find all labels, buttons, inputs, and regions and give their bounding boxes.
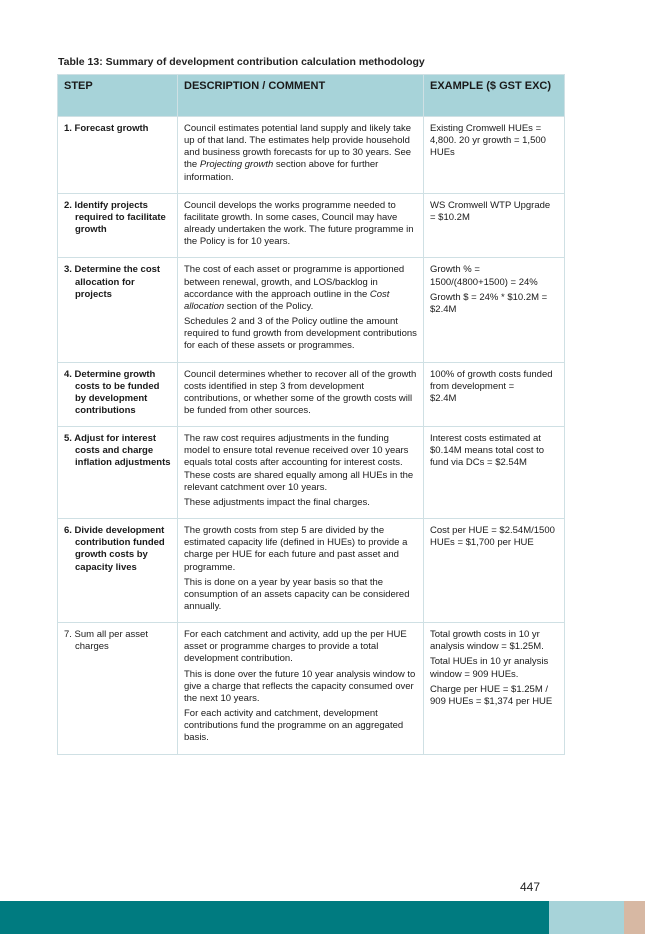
example-paragraph: Cost per HUE = $2.54M/1500 HUEs = $1,700 per HUE (430, 525, 555, 549)
example-paragraph: 100% of growth costs funded from development = (430, 368, 553, 392)
table-caption: Table 13: Summary of development contribution calculation methodology (58, 56, 425, 68)
description-paragraph: The raw cost requires adjustments in the funding model to ensure total revenue received over 10 years equals total costs after accounting for interest costs. These costs are shared equally among all HUEs in the relevant catchment over 10 years. (184, 433, 414, 493)
step-cell (58, 623, 178, 754)
example-paragraph: Existing Cromwell HUEs = 4,800. 20 yr growth = 1,500 HUEs (430, 123, 546, 159)
description-paragraph: This is done over the future 10 year analysis window to give a charge that reflects the capacity consumed over the next 10 years. (184, 668, 416, 704)
table-row (58, 519, 565, 623)
description-cell (178, 427, 424, 519)
table-row (58, 427, 565, 519)
description-paragraph (184, 264, 417, 313)
description-cell (178, 519, 424, 623)
description-cell (178, 362, 424, 427)
header-example: EXAMPLE ($ GST EXC) (424, 75, 565, 117)
header-step: STEP (58, 75, 178, 117)
description-paragraph: These adjustments impact the final charges. (184, 496, 370, 508)
footer-band-tan (624, 901, 645, 934)
footer-band-light-teal (549, 901, 624, 934)
text-run: section above for further information. (184, 159, 379, 183)
example-paragraph: = $10.2M (430, 211, 470, 223)
italic-reference: Cost allocation (184, 288, 390, 312)
example-paragraph: $2.4M (430, 392, 457, 404)
example-cell (424, 519, 565, 623)
example-paragraph: Growth $ = 24% * $10.2M = (430, 291, 548, 303)
example-paragraph: Growth % = 1500/(4800+1500) = 24% (430, 264, 538, 288)
description-paragraph: Council determines whether to recover all of the growth costs identified in step 3 from development contributions, or whether some of the growth costs will be funded from other sources. (184, 368, 417, 416)
example-cell (424, 258, 565, 362)
example-paragraph: Total growth costs in 10 yr analysis window = $1.25M. (430, 629, 544, 653)
example-paragraph: WS Cromwell WTP Upgrade (430, 199, 551, 211)
table-row (58, 362, 565, 427)
text-run: section of the Policy. (224, 300, 314, 312)
example-paragraph: $2.4M (430, 303, 457, 315)
description-paragraph (184, 123, 417, 184)
text-run: The cost of each asset or programme is apportioned between renewal, growth, and LOS/backlog in accordance with the approach outline in the (184, 264, 405, 300)
step-label: 4. Determine growth costs to be funded by development contributions (64, 368, 160, 416)
example-paragraph: Total HUEs in 10 yr analysis window = 909 HUEs. (430, 656, 549, 680)
step-label: 7. Sum all per asset charges (64, 629, 148, 653)
description-paragraph: Schedules 2 and 3 of the Policy outline the amount required to fund growth from development contributions for each of these assets or programmes. (184, 316, 417, 352)
step-label: 2. Identify projects required to facilitate growth (64, 199, 166, 236)
page-number: 447 (520, 880, 541, 894)
example-cell (424, 427, 565, 519)
description-paragraph: Council develops the works programme needed to facilitate growth. In some cases, Council may have already undertaken the work. The future programme in the Policy is for 10 years. (184, 199, 414, 248)
step-cell (58, 117, 178, 194)
step-label: 3. Determine the cost allocation for projects (64, 264, 161, 300)
step-cell (58, 193, 178, 258)
table-row (58, 623, 565, 754)
step-label: 6. Divide development contribution funded growth costs by capacity lives (64, 525, 165, 573)
example-paragraph: Charge per HUE = $1.25M / 909 HUEs = $1,374 per HUE (430, 683, 553, 707)
example-cell (424, 193, 565, 258)
italic-reference: Projecting growth (199, 159, 274, 171)
step-cell (58, 258, 178, 362)
description-cell (178, 623, 424, 754)
table-row (58, 258, 565, 362)
footer-band-teal (0, 901, 549, 934)
example-cell (424, 623, 565, 754)
text-run: Council estimates potential land supply and likely take up of that land. The estimates help provide household and business growth forecasts for up to 30 years. See the (184, 123, 412, 171)
header-description: DESCRIPTION / COMMENT (178, 75, 424, 117)
description-cell (178, 193, 424, 258)
description-paragraph: For each catchment and activity, add up the per HUE asset or programme charges to provide a total development contribution. (184, 629, 407, 665)
example-cell (424, 117, 565, 194)
table-row (58, 117, 565, 194)
step-cell (58, 519, 178, 623)
description-paragraph: This is done on a year by year basis so that the consumption of an assets capacity can be considered annually. (184, 576, 410, 612)
description-cell (178, 258, 424, 362)
step-cell (58, 362, 178, 427)
methodology-table (57, 74, 565, 755)
table-row (58, 193, 565, 258)
description-paragraph: For each activity and catchment, development contributions fund the programme on an aggregated basis. (184, 708, 404, 744)
description-cell (178, 117, 424, 194)
step-label: 5. Adjust for interest costs and charge inflation adjustments (64, 433, 171, 469)
step-label: 1. Forecast growth (64, 123, 149, 134)
description-paragraph: The growth costs from step 5 are divided by the estimated capacity life (defined in HUEs) to provide a charge per HUE for each future and past asset and programme. (184, 525, 408, 573)
example-paragraph: Interest costs estimated at $0.14M means total cost to fund via DCs = $2.54M (430, 433, 545, 469)
table-header-row (58, 75, 565, 117)
example-cell (424, 362, 565, 427)
step-cell (58, 427, 178, 519)
